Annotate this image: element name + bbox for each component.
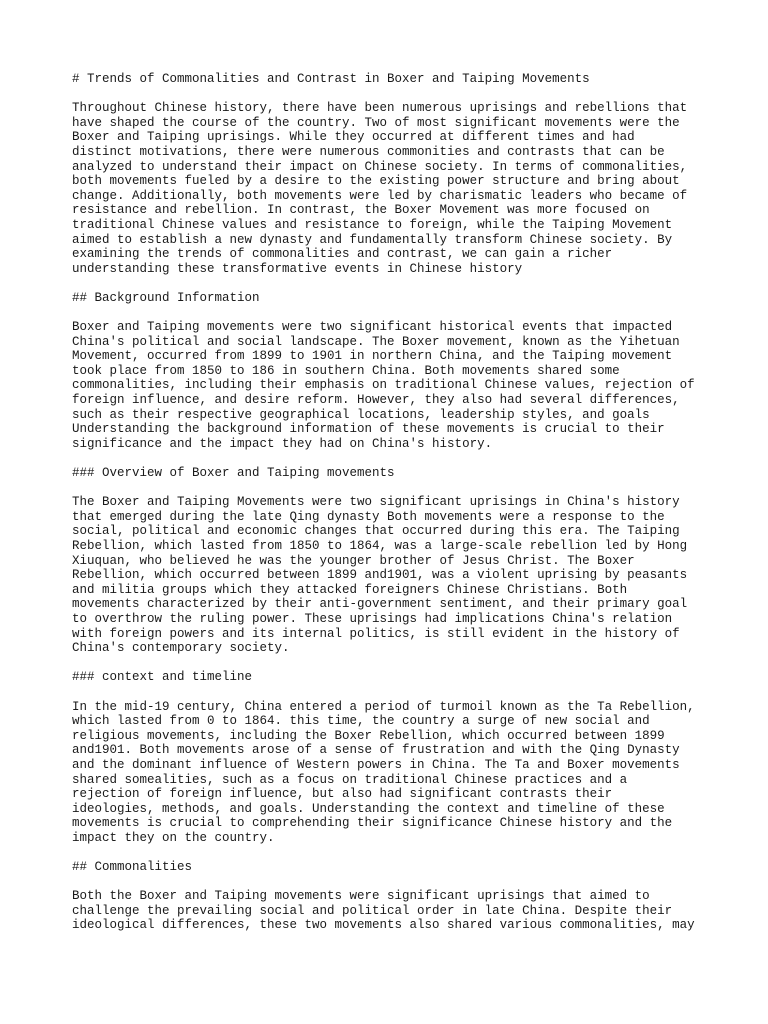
overview-paragraph: The Boxer and Taiping Movements were two significant uprisings in China's history that emerged during the late Qing dynasty Both movements were a response to the social, political and economic changes that occurred during this era. The Taiping Rebellion, which lasted from 1850 to 1864, was a large-scale rebellion led by Hong Xiuquan, who believed he was the younger brother of Jesus Christ. The Boxer Rebellion, which occurred between 1899 and1901, was a violent uprising by peasants and militia groups which they attacked foreigners Chinese Christians. Both movements characterized by their anti-government sentiment, and their primary goal to overthrow the ruling power. These uprisings had implications China's relation with foreign powers and its internal politics, is still evident in the history of China's contemporary society.	[72, 495, 695, 656]
commonalities-paragraph: Both the Boxer and Taiping movements were significant uprisings that aimed to challenge the prevailing social and political order in late China. Despite their ideological differences, these two movements also shared various commonalities, may	[72, 889, 695, 933]
intro-paragraph: Throughout Chinese history, there have been numerous uprisings and rebellions that have shaped the course of the country. Two of most significant movements were the Boxer and Taiping uprisings. While they occurred at different times and had distinct motivations, there were numerous commonities and contrasts that can be analyzed to understand their impact on Chinese society. In terms of commonalities, both movements fueled by a desire to the existing power structure and bring about change. Additionally, both movements were led by charismatic leaders who became of resistance and rebellion. In contrast, the Boxer Movement was more focused on traditional Chinese values and resistance to foreign, while the Taiping Movement aimed to establish a new dynasty and fundamentally transform Chinese society. By examining the trends of commonalities and contrast, we can gain a richer understanding these transformative events in Chinese history	[72, 101, 695, 276]
context-heading: ### context and timeline	[72, 670, 253, 685]
commonalities-heading: ## Commonalities	[72, 860, 193, 875]
document-page	[72, 72, 702, 948]
background-heading: ## Background Information	[72, 290, 260, 305]
document-title: # Trends of Commonalities and Contrast in Boxer and Taiping Movements	[72, 72, 590, 86]
background-paragraph: Boxer and Taiping movements were two significant historical events that impacted China's political and social landscape. The Boxer movement, known as the Yihetuan Movement, occurred from 1899 to 1901 in northern China, and the Taiping movement took place from 1850 to 186 in southern China. Both movements shared some commonalities, including their emphasis on traditional Chinese values, rejection of foreign influence, and desire reform. However, they also had several differences, such as their respective geographical locations, leadership styles, and goals Understanding the background information of these movements is crucial to their significance and the impact they had on China's history.	[72, 320, 703, 451]
context-paragraph: In the mid-19 century, China entered a period of turmoil known as the Ta Rebellion, which lasted from 0 to 1864. this time, the country a surge of new social and religious movements, including the Boxer Rebellion, which occurred between 1899 and1901. Both movements arose of a sense of frustration and with the Qing Dynasty and the dominant influence of Western powers in China. The Ta and Boxer movements shared somealities, such as a focus on traditional Chinese practices and a rejection of foreign influence, but also had significant contrasts their ideologies, methods, and goals. Understanding the context and timeline of these movements is crucial to comprehending their significance Chinese history and the impact they on the country.	[72, 699, 703, 845]
overview-heading: ### Overview of Boxer and Taiping movements	[72, 466, 395, 481]
